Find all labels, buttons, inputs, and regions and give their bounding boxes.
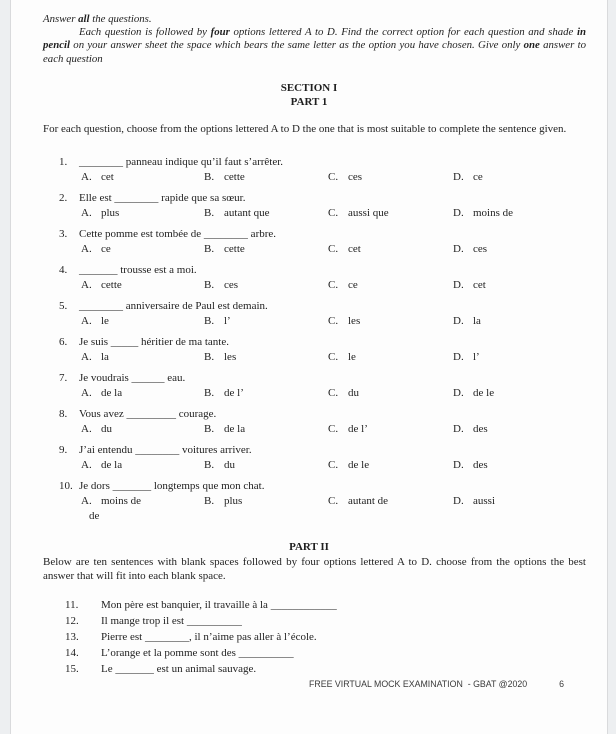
instruction-paragraph	[43, 26, 586, 66]
option-text: ces	[224, 279, 239, 291]
option-c	[328, 386, 453, 401]
option-text: de la	[101, 459, 123, 471]
option-text: la	[473, 315, 481, 327]
option-d	[453, 494, 607, 509]
question-block	[11, 191, 607, 221]
option-letter: B.	[204, 387, 215, 399]
question-number: 8.	[59, 408, 68, 420]
option-text: ces	[473, 243, 488, 255]
part2-title: PART II	[289, 541, 329, 553]
question-line	[11, 371, 607, 386]
part2-question-list	[11, 597, 607, 677]
option-b	[204, 422, 328, 437]
option-b	[204, 206, 328, 221]
option-a	[81, 278, 204, 293]
option-text: du	[224, 459, 235, 471]
question-line	[11, 443, 607, 458]
option-letter: D.	[453, 243, 464, 255]
option-text: moins de	[473, 207, 514, 219]
option-text: les	[224, 351, 237, 363]
option-letter: C.	[328, 495, 339, 507]
question-block	[11, 335, 607, 365]
option-text: cet	[473, 279, 486, 291]
option-b	[204, 350, 328, 365]
option-letter: A.	[81, 495, 92, 507]
question-block	[11, 263, 607, 293]
option-c	[328, 494, 453, 509]
question-number: 11.	[65, 599, 79, 611]
question-number: 1.	[59, 156, 68, 168]
option-text: autant que	[224, 207, 270, 219]
option-letter: D.	[453, 387, 464, 399]
instruction-bold: one	[523, 39, 540, 52]
option-letter: C.	[328, 423, 339, 435]
question-text: J’ai entendu ________ voitures arriver.	[79, 444, 252, 456]
option-c	[328, 458, 453, 473]
question-line	[11, 155, 607, 170]
question-text: Mon père est banquier, il travaille à la ____________	[101, 599, 337, 611]
question-text: _______ trousse est a moi.	[79, 264, 197, 276]
option-letter: D.	[453, 423, 464, 435]
option-c	[328, 242, 453, 257]
fill-in-question	[11, 597, 607, 613]
question-text: Il mange trop il est __________	[101, 615, 242, 627]
option-letter: C.	[328, 243, 339, 255]
option-text: les	[348, 315, 361, 327]
question-text: ________ panneau indique qu’il faut s’arrêter.	[79, 156, 284, 168]
question-number: 2.	[59, 192, 68, 204]
question-number: 5.	[59, 300, 68, 312]
option-b	[204, 458, 328, 473]
option-text: des	[473, 423, 488, 435]
options-row	[11, 422, 607, 437]
option-letter: B.	[204, 207, 215, 219]
option-b	[204, 386, 328, 401]
option-letter: D.	[453, 315, 464, 327]
option-text: de le	[348, 459, 370, 471]
option-text: de la	[101, 387, 123, 399]
option-text: le	[348, 351, 356, 363]
options-row	[11, 458, 607, 473]
option-b	[204, 170, 328, 185]
option-a	[81, 242, 204, 257]
section-title: SECTION I	[280, 82, 338, 94]
question-block	[11, 443, 607, 473]
option-text: ce	[348, 279, 358, 291]
option-a	[81, 350, 204, 365]
question-line	[11, 263, 607, 278]
option-wrap-text: de	[89, 510, 100, 522]
option-letter: B.	[204, 243, 215, 255]
option-d	[453, 350, 607, 365]
question-line	[11, 299, 607, 314]
option-text: de la	[224, 423, 246, 435]
option-text: aussi	[473, 495, 495, 507]
option-letter: C.	[328, 171, 339, 183]
document-page	[10, 0, 608, 734]
instruction-text: options lettered A to D. Find the correct option for each question and shade	[229, 26, 577, 39]
option-text: plus	[101, 207, 120, 219]
option-text: cette	[224, 171, 245, 183]
option-letter: B.	[204, 351, 215, 363]
option-letter: C.	[328, 387, 339, 399]
question-text: Je dors _______ longtemps que mon chat.	[79, 480, 265, 492]
fill-in-question	[11, 661, 607, 677]
option-b	[204, 242, 328, 257]
question-line	[11, 227, 607, 242]
option-text: ces	[348, 171, 363, 183]
question-text: Je voudrais ______ eau.	[79, 372, 186, 384]
option-letter: D.	[453, 207, 464, 219]
question-line	[11, 191, 607, 206]
options-row	[11, 242, 607, 257]
option-c	[328, 350, 453, 365]
option-letter: C.	[328, 351, 339, 363]
option-letter: A.	[81, 279, 92, 291]
option-d	[453, 170, 607, 185]
option-letter: D.	[453, 495, 464, 507]
question-block	[11, 227, 607, 257]
option-text: aussi que	[348, 207, 389, 219]
question-number: 6.	[59, 336, 68, 348]
option-text: du	[348, 387, 359, 399]
question-line	[11, 335, 607, 350]
option-letter: A.	[81, 243, 92, 255]
question-text: Je suis _____ héritier de ma tante.	[79, 336, 229, 348]
fill-in-question	[11, 629, 607, 645]
section-heading	[11, 82, 607, 109]
option-letter: A.	[81, 171, 92, 183]
option-text: cet	[101, 171, 114, 183]
option-text: plus	[224, 495, 243, 507]
options-row	[11, 386, 607, 401]
question-number: 14.	[65, 647, 79, 659]
options-row	[11, 206, 607, 221]
option-letter: A.	[81, 315, 92, 327]
question-text: Le _______ est un animal sauvage.	[101, 663, 257, 675]
instruction-answer-all	[43, 13, 586, 26]
question-number: 10.	[59, 480, 73, 492]
part1-question-list	[11, 155, 607, 530]
option-text: la	[101, 351, 109, 363]
option-letter: C.	[328, 207, 339, 219]
option-c	[328, 278, 453, 293]
question-line	[11, 407, 607, 422]
option-letter: C.	[328, 459, 339, 471]
option-letter: D.	[453, 279, 464, 291]
option-c	[328, 422, 453, 437]
option-c	[328, 314, 453, 329]
question-block	[11, 299, 607, 329]
question-number: 7.	[59, 372, 68, 384]
question-number: 13.	[65, 631, 79, 643]
question-text: L’orange et la pomme sont des __________	[101, 647, 294, 659]
option-text: des	[473, 459, 488, 471]
question-text: Cette pomme est tombée de ________ arbre.	[79, 228, 277, 240]
option-d	[453, 242, 607, 257]
question-number: 9.	[59, 444, 68, 456]
option-letter: B.	[204, 171, 215, 183]
option-letter: C.	[328, 279, 339, 291]
option-letter: C.	[328, 315, 339, 327]
option-d	[453, 422, 607, 437]
options-row	[11, 350, 607, 365]
instruction-text: Answer	[43, 13, 79, 25]
options-row	[11, 494, 607, 509]
part1-intro: For each question, choose from the options lettered A to D the one that is most suitable to complete the sentence given.	[43, 123, 567, 135]
footer-exam-title: FREE VIRTUAL MOCK EXAMINATION - GBAT @2020	[309, 679, 528, 689]
option-d	[453, 278, 607, 293]
page-number: 6	[559, 679, 565, 689]
question-text: Elle est ________ rapide que sa sœur.	[79, 192, 246, 204]
option-a	[81, 386, 204, 401]
option-letter: B.	[204, 423, 215, 435]
fill-in-question	[11, 645, 607, 661]
option-a	[81, 170, 204, 185]
option-a	[81, 314, 204, 329]
fill-in-question	[11, 613, 607, 629]
instruction-bold: four	[210, 26, 230, 39]
question-number: 4.	[59, 264, 68, 276]
option-text: cette	[101, 279, 122, 291]
question-block	[11, 407, 607, 437]
question-block	[11, 371, 607, 401]
option-letter: B.	[204, 495, 215, 507]
option-letter: B.	[204, 279, 215, 291]
option-d	[453, 314, 607, 329]
instruction-text: answer to each question	[43, 39, 586, 65]
question-block	[11, 479, 607, 524]
option-text: autant de	[348, 495, 389, 507]
option-letter: D.	[453, 171, 464, 183]
option-letter: B.	[204, 315, 215, 327]
option-c	[328, 206, 453, 221]
option-a	[81, 422, 204, 437]
question-text: Vous avez _________ courage.	[79, 408, 217, 420]
option-text: le	[101, 315, 109, 327]
option-letter: A.	[81, 387, 92, 399]
question-block	[11, 155, 607, 185]
option-text: ce	[473, 171, 483, 183]
option-text: de le	[473, 387, 495, 399]
part2-intro: Below are ten sentences with blank spaces followed by four options lettered A to D. choose from the options the best answer that will fit into each blank space.	[43, 556, 586, 582]
page-footer	[309, 679, 564, 689]
exam-instructions	[43, 13, 586, 66]
option-a	[81, 206, 204, 221]
option-d	[453, 386, 607, 401]
option-text: l’	[224, 315, 231, 327]
option-letter: B.	[204, 459, 215, 471]
option-b	[204, 314, 328, 329]
question-line	[11, 479, 607, 494]
instruction-text: the questions.	[89, 13, 152, 25]
option-text: cet	[348, 243, 361, 255]
option-a	[81, 458, 204, 473]
option-text: cette	[224, 243, 245, 255]
question-text: ________ anniversaire de Paul est demain.	[79, 300, 268, 312]
option-text: moins de	[101, 495, 142, 507]
options-row	[11, 278, 607, 293]
options-row	[11, 170, 607, 185]
option-a	[81, 494, 204, 509]
options-row	[11, 314, 607, 329]
question-text: Pierre est ________, il n’aime pas aller à l’école.	[101, 631, 317, 643]
option-letter: D.	[453, 351, 464, 363]
option-letter: A.	[81, 423, 92, 435]
option-text: l’	[473, 351, 480, 363]
option-letter: A.	[81, 351, 92, 363]
instruction-bold: all	[78, 13, 90, 25]
instruction-text: on your answer sheet the space which bears the same letter as the option you have chosen. Give only	[70, 39, 524, 52]
question-number: 15.	[65, 663, 79, 675]
option-d	[453, 458, 607, 473]
instruction-bold: in pencil	[43, 26, 586, 52]
instruction-text: Each question is followed by	[79, 26, 211, 39]
option-c	[328, 170, 453, 185]
option-b	[204, 494, 328, 509]
part1-title: PART 1	[290, 95, 328, 108]
option-b	[204, 278, 328, 293]
option-d	[453, 206, 607, 221]
question-number: 12.	[65, 615, 79, 627]
option-text: ce	[101, 243, 111, 255]
option-text: de l’	[224, 387, 244, 399]
option-letter: A.	[81, 207, 92, 219]
option-letter: A.	[81, 459, 92, 471]
option-letter: D.	[453, 459, 464, 471]
option-text: du	[101, 423, 112, 435]
option-text: de l’	[348, 423, 368, 435]
question-number: 3.	[59, 228, 68, 240]
